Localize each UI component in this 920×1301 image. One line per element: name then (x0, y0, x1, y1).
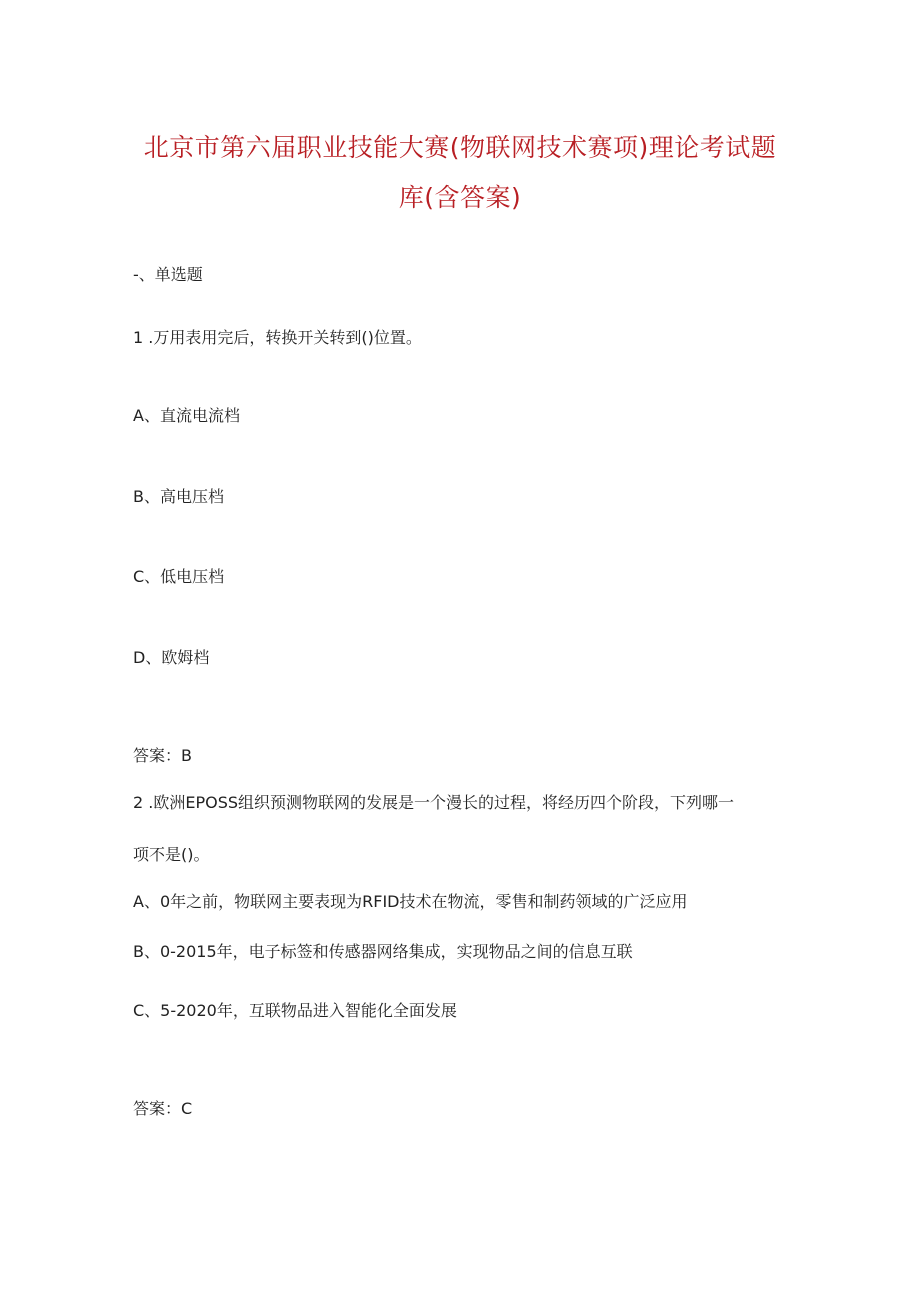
section-heading: -、单选题 (133, 265, 203, 284)
document-title-line-2: 库(含答案) (398, 183, 522, 212)
question-1-answer: 答案：B (133, 746, 192, 765)
question-2-answer: 答案：C (133, 1099, 193, 1118)
question-2-option-c: C、5-2020年，互联物品进入智能化全面发展 (133, 1001, 457, 1020)
question-2-stem-line-1: 2 .欧洲EPOSS组织预测物联网的发展是一个漫长的过程，将经历四个阶段，下列哪一 (133, 793, 735, 812)
question-1-option-c: C、低电压档 (133, 567, 225, 586)
question-1-option-d: D、欧姆档 (133, 648, 210, 667)
document-title-line-1: 北京市第六届职业技能大赛(物联网技术赛项)理论考试题 (143, 133, 777, 162)
question-1-option-b: B、高电压档 (133, 487, 224, 506)
question-2-option-b: B、0-2015年，电子标签和传感器网络集成，实现物品之间的信息互联 (133, 942, 633, 961)
question-1-stem: 1 .万用表用完后，转换开关转到()位置。 (133, 328, 422, 347)
question-2-option-a: A、0年之前，物联网主要表现为RFID技术在物流，零售和制药领域的广泛应用 (133, 892, 688, 911)
question-2-stem-line-2: 项不是()。 (133, 845, 210, 864)
question-1-option-a: A、直流电流档 (133, 406, 240, 425)
